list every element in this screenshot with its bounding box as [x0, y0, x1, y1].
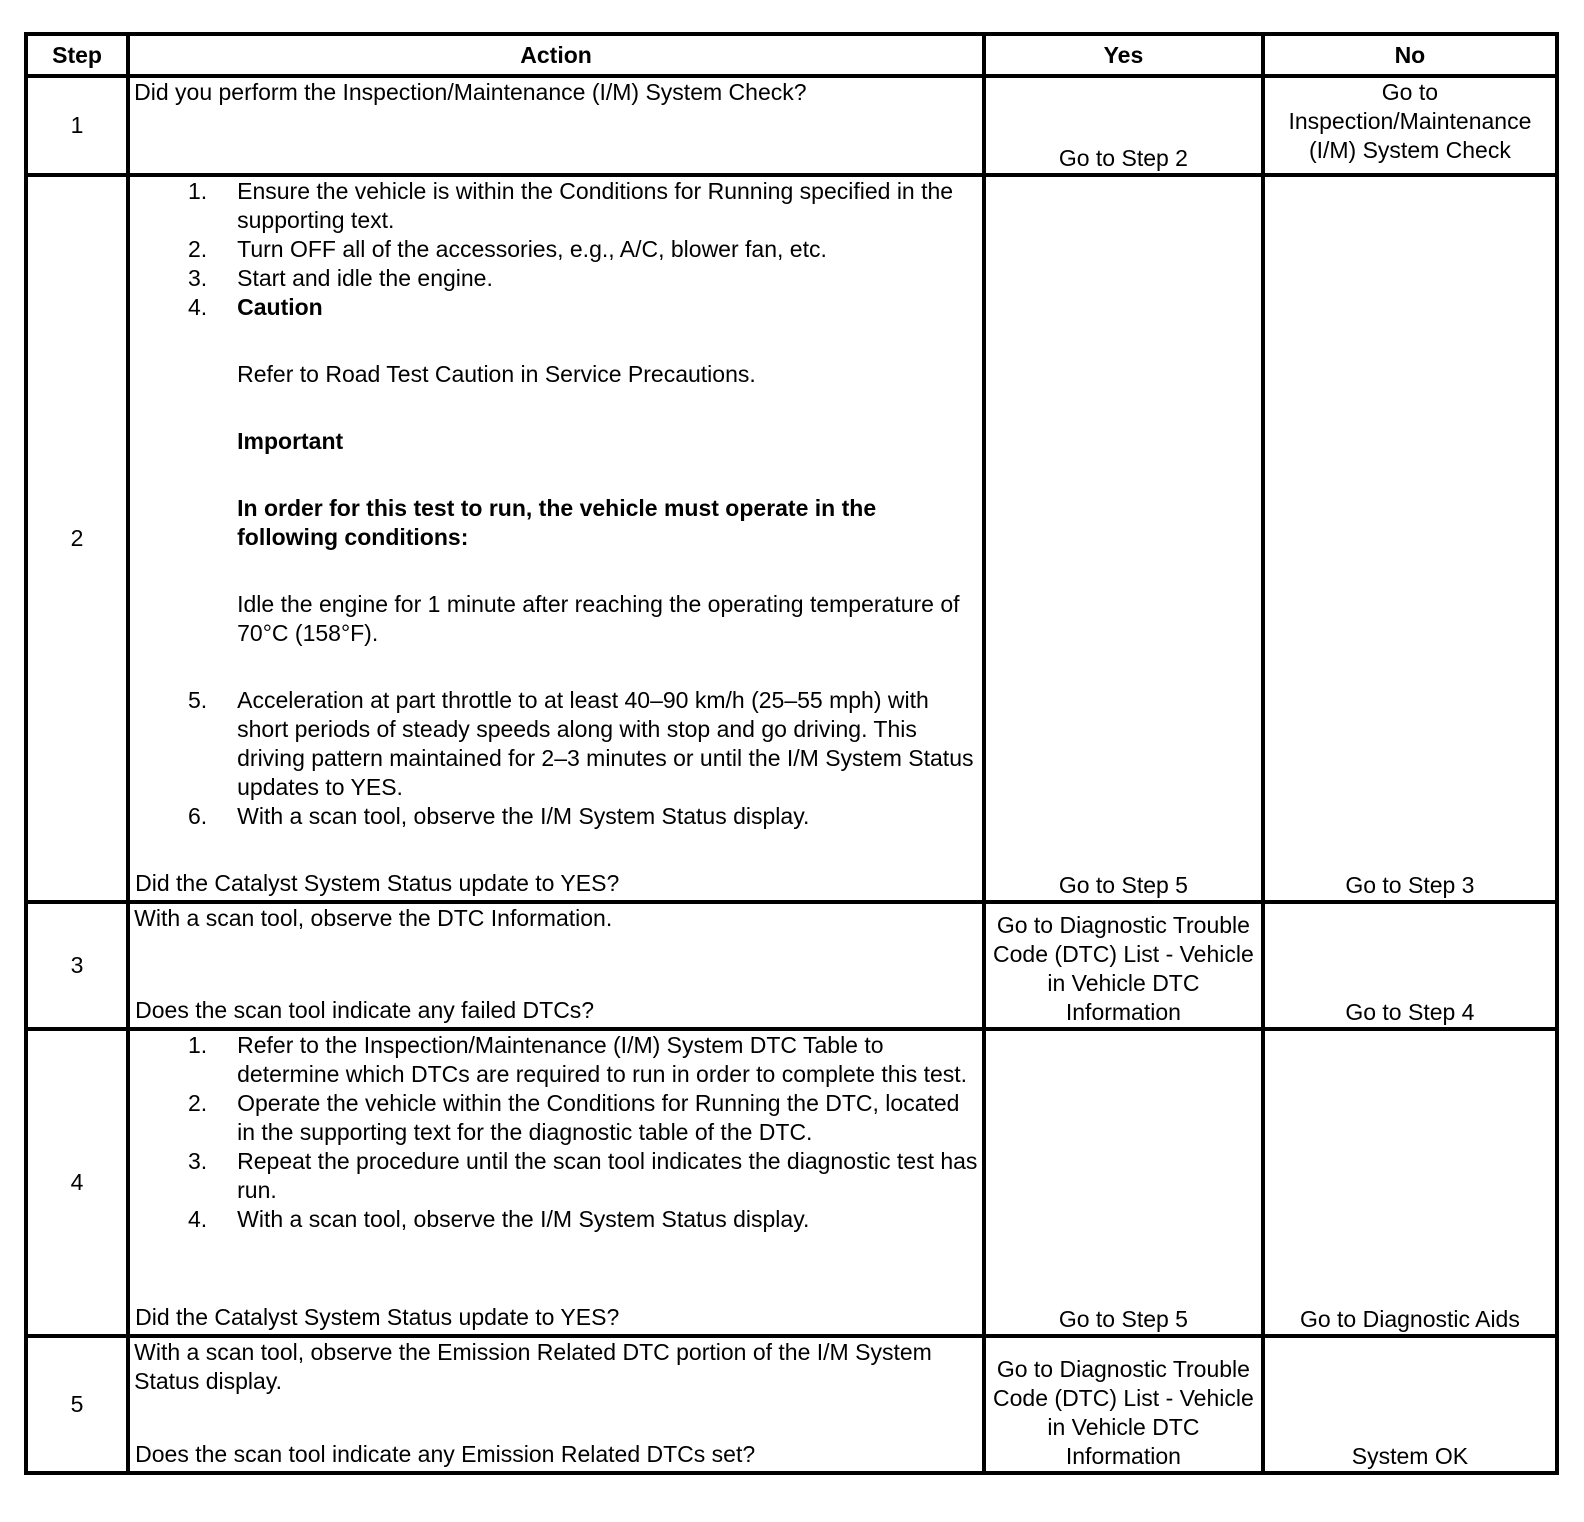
- table-row-step-5: [26, 1336, 1557, 1473]
- list-item: [134, 235, 978, 264]
- header-action: Action: [128, 34, 984, 76]
- header-yes: Yes: [984, 34, 1263, 76]
- list-item-text: Operate the vehicle within the Conditions for Running the DTC, located in the supporting text for the diagnostic table of the DTC.: [237, 1090, 960, 1145]
- action-question: Does the scan tool indicate any failed DTCs?: [135, 997, 595, 1023]
- action-question: Did the Catalyst System Status update to YES?: [135, 1304, 620, 1330]
- no-cell: Go to Inspection/Maintenance (I/M) System Check: [1263, 76, 1557, 175]
- action-instruction: With a scan tool, observe the DTC Information.: [134, 905, 613, 931]
- action-question: Did you perform the Inspection/Maintenance (I/M) System Check?: [134, 79, 807, 105]
- table-row-step-1: [26, 76, 1557, 175]
- no-cell: Go to Step 3: [1263, 175, 1557, 902]
- list-item: [134, 802, 978, 831]
- list-item-text: [237, 293, 978, 648]
- idle-text: Idle the engine for 1 minute after reaching the operating temperature of 70°C (158°F).: [237, 591, 960, 646]
- no-cell: System OK: [1263, 1336, 1557, 1473]
- table-row-step-3: [26, 902, 1557, 1029]
- action-question: Does the scan tool indicate any Emission Related DTCs set?: [135, 1441, 756, 1467]
- list-item-number: 2.: [187, 236, 208, 262]
- list-item-number: 3.: [187, 265, 208, 291]
- list-item-text: Acceleration at part throttle to at least 40–90 km/h (25–55 mph) with short periods of steady speeds along with stop and go driving. This driving pattern maintained for 2–3 minutes or until the I/M System Status updates to YES.: [237, 687, 974, 800]
- table-row-step-4: [26, 1029, 1557, 1336]
- list-item-number: 6.: [187, 803, 208, 829]
- list-item-number: 5.: [187, 687, 208, 713]
- diagnostic-table: [24, 32, 1559, 1475]
- step-number: 3: [26, 902, 128, 1029]
- list-item: [134, 293, 978, 648]
- list-item-text: Start and idle the engine.: [237, 265, 493, 291]
- action-cell: [128, 902, 984, 1029]
- action-list: [134, 177, 978, 831]
- list-item: [134, 1147, 978, 1205]
- table-row-step-2: [26, 175, 1557, 902]
- no-cell: Go to Step 4: [1263, 902, 1557, 1029]
- caution-title: Caution: [237, 294, 323, 320]
- list-item-number: 1.: [187, 178, 208, 204]
- action-list: [134, 1031, 978, 1234]
- list-item-number: 3.: [187, 1148, 208, 1174]
- step-number: 1: [26, 76, 128, 175]
- yes-cell: Go to Step 5: [984, 175, 1263, 902]
- action-cell: [128, 76, 984, 175]
- list-item: [134, 1089, 978, 1147]
- no-cell: Go to Diagnostic Aids: [1263, 1029, 1557, 1336]
- list-item-text: With a scan tool, observe the I/M System Status display.: [237, 803, 810, 829]
- list-item-number: 2.: [187, 1090, 208, 1116]
- yes-cell: Go to Step 2: [984, 76, 1263, 175]
- header-no: No: [1263, 34, 1557, 76]
- list-item-text: Repeat the procedure until the scan tool indicates the diagnostic test has run.: [237, 1148, 978, 1203]
- header-step: Step: [26, 34, 128, 76]
- list-item-number: 4.: [187, 294, 208, 320]
- list-item-text: Refer to the Inspection/Maintenance (I/M) System DTC Table to determine which DTCs are required to run in order to complete this test.: [237, 1032, 968, 1087]
- list-item-text: With a scan tool, observe the I/M System Status display.: [237, 1206, 810, 1232]
- list-item-number: 1.: [187, 1032, 208, 1058]
- list-item-text: Ensure the vehicle is within the Conditions for Running specified in the supporting text.: [237, 178, 954, 233]
- action-cell: [128, 175, 984, 902]
- list-item: [134, 686, 978, 802]
- list-item-text: Turn OFF all of the accessories, e.g., A/C, blower fan, etc.: [237, 236, 827, 262]
- yes-cell: Go to Diagnostic Trouble Code (DTC) List - Vehicle in Vehicle DTC Information: [984, 1336, 1263, 1473]
- step-number: 4: [26, 1029, 128, 1336]
- list-item: [134, 177, 978, 235]
- important-title: Important: [237, 428, 344, 454]
- caution-text: Refer to Road Test Caution in Service Precautions.: [237, 361, 756, 387]
- header-row: [26, 34, 1557, 76]
- action-question: Did the Catalyst System Status update to YES?: [135, 870, 620, 896]
- list-item: [134, 1205, 978, 1234]
- yes-cell: Go to Step 5: [984, 1029, 1263, 1336]
- list-item-number: 4.: [187, 1206, 208, 1232]
- step-number: 2: [26, 175, 128, 902]
- yes-cell: Go to Diagnostic Trouble Code (DTC) List - Vehicle in Vehicle DTC Information: [984, 902, 1263, 1029]
- action-cell: [128, 1029, 984, 1336]
- action-instruction: With a scan tool, observe the Emission Related DTC portion of the I/M System Status display.: [134, 1339, 932, 1394]
- list-item: [134, 264, 978, 293]
- list-item: [134, 1031, 978, 1089]
- step-number: 5: [26, 1336, 128, 1473]
- important-text: In order for this test to run, the vehicle must operate in the following conditions:: [237, 495, 877, 550]
- action-cell: [128, 1336, 984, 1473]
